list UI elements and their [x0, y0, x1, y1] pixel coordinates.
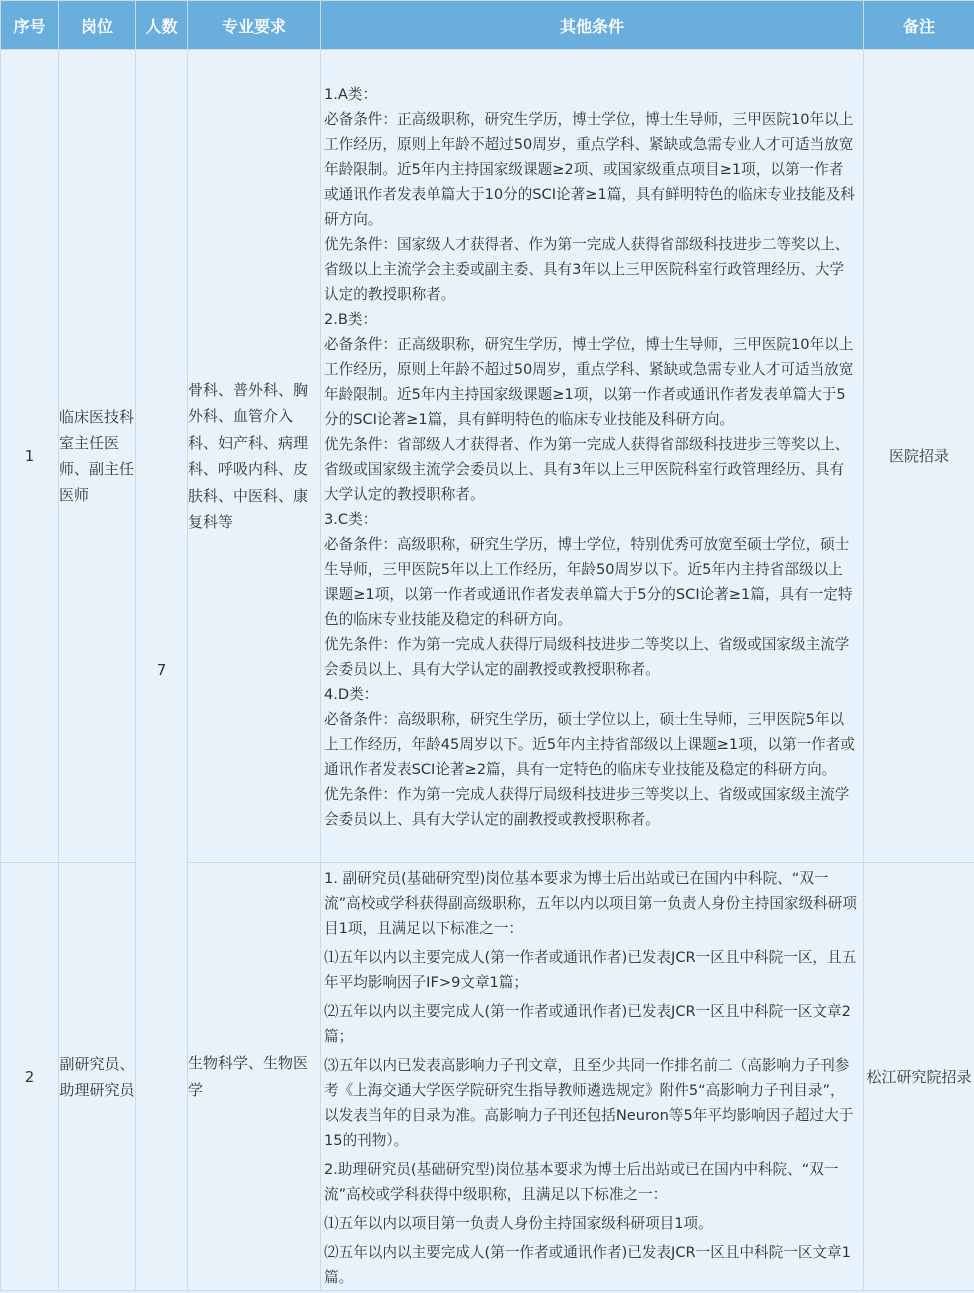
condition-line: ⑵五年以内以主要完成人(第一作者或通讯作者)已发表JCR一区且中科院一区文章1篇。	[324, 1243, 851, 1286]
header-index: 序号	[1, 1, 59, 50]
table-row	[1, 50, 974, 863]
condition-line: 必备条件：高级职称，研究生学历，博士学位，特别优秀可放宽至硕士学位，硕士生导师，三甲医院5年以上工作经历，年龄50周岁以下。近5年内主持省部级以上课题≥1项，以第一作者或通讯作者发表单篇大于5分的SCI论著≥1篇，具有一定特色的临床专业技能及稳定的科研方向。	[324, 536, 853, 628]
condition-line: 4.D类：	[324, 686, 379, 703]
row-note: 医院招录	[864, 50, 974, 863]
condition-line: 必备条件：高级职称，研究生学历，硕士学位以上，硕士生导师，三甲医院5年以上工作经历，年龄45周岁以下。近5年内主持省部级以上课题≥1项，以第一作者或通讯作者发表SCI论著≥2篇，具有一定特色的临床专业技能及稳定的科研方向。	[324, 711, 855, 778]
header-major: 专业要求	[188, 1, 321, 50]
condition-line: 优先条件：省部级人才获得者、作为第一完成人获得省部级科技进步三等奖以上、省级或国家级主流学会委员以上、具有3年以上三甲医院科室行政管理经历、具有大学认定的教授职称者。	[324, 436, 850, 503]
condition-line: 3.C类：	[324, 511, 378, 528]
row-conditions	[321, 863, 864, 1291]
header-row	[1, 1, 974, 50]
header-position: 岗位	[59, 1, 136, 50]
condition-line: 优先条件：作为第一完成人获得厅局级科技进步三等奖以上、省级或国家级主流学会委员以上、具有大学认定的副教授或教授职称者。	[324, 786, 850, 828]
row-note: 松江研究院招录	[864, 863, 974, 1291]
header-conditions: 其他条件	[321, 1, 864, 50]
row-index: 1	[1, 50, 59, 863]
row-position: 临床医技科室主任医师、副主任医师	[59, 50, 136, 863]
condition-line: 2.助理研究员(基础研究型)岗位基本要求为博士后出站或已在国内中科院、“双一流”高校或学科获得中级职称，且满足以下标准之一：	[324, 1160, 839, 1203]
condition-line: 必备条件：正高级职称，研究生学历，博士学位，博士生导师，三甲医院10年以上工作经历，原则上年龄不超过50周岁，重点学科、紧缺或急需专业人才可适当放宽年龄限制。近5年内主持国家级课题≥2项、或国家级重点项目≥1项，以第一作者或通讯作者发表单篇大于10分的SCI论著≥1篇，具有鲜明特色的临床专业技能及科研方向。	[324, 111, 855, 228]
condition-line: 优先条件：国家级人才获得者、作为第一完成人获得省部级科技进步二等奖以上、省级以上主流学会主委或副主委、具有3年以上三甲医院科室行政管理经历、大学认定的教授职称者。	[324, 236, 850, 303]
row-major: 生物科学、生物医学	[188, 863, 321, 1291]
condition-line: ⑴五年以内以主要完成人(第一作者或通讯作者)已发表JCR一区且中科院一区，且五年平均影响因子IF>9文章1篇；	[324, 948, 857, 991]
row-major: 骨科、普外科、胸外科、血管介入科、妇产科、病理科、呼吸内科、皮肤科、中医科、康复科等	[188, 50, 321, 863]
row-conditions	[321, 50, 864, 863]
condition-line: 必备条件：正高级职称，研究生学历，博士学位，博士生导师，三甲医院10年以上工作经历，原则上年龄不超过50周岁，重点学科、紧缺或急需专业人才可适当放宽年龄限制。近5年内主持国家级课题≥1项，以第一作者或通讯作者发表单篇大于5分的SCI论著≥1篇，具有鲜明特色的临床专业技能及科研方向。	[324, 336, 854, 428]
row-position: 副研究员、助理研究员	[59, 863, 136, 1291]
condition-line: 1. 副研究员(基础研究型)岗位基本要求为博士后出站或已在国内中科院、“双一流”高校或学科获得副高级职称，五年以内以项目第一负责人身份主持国家级科研项目1项，且满足以下标准之一：	[324, 869, 857, 937]
condition-line: ⑶五年以内已发表高影响力子刊文章，且至少共同一作排名前二（高影响力子刊参考《上海交通大学医学院研究生指导教师遴选规定》附件5“高影响力子刊目录”，以发表当年的目录为准。高影响力子刊还包括Neuron等5年平均影响因子超过大于15的刊物）。	[324, 1056, 854, 1149]
row-index: 2	[1, 863, 59, 1291]
condition-line: ⑵五年以内以主要完成人(第一作者或通讯作者)已发表JCR一区且中科院一区文章2篇；	[324, 1002, 851, 1045]
condition-line: 1.A类：	[324, 86, 378, 103]
row-headcount: 7	[136, 50, 188, 1291]
header-note: 备注	[864, 1, 974, 50]
condition-line: 优先条件：作为第一完成人获得厅局级科技进步二等奖以上、省级或国家级主流学会委员以上、具有大学认定的副教授或教授职称者。	[324, 636, 850, 678]
condition-line: 2.B类：	[324, 311, 378, 328]
header-headcount: 人数	[136, 1, 188, 50]
condition-line: ⑴五年以内以项目第一负责人身份主持国家级科研项目1项。	[324, 1214, 713, 1232]
